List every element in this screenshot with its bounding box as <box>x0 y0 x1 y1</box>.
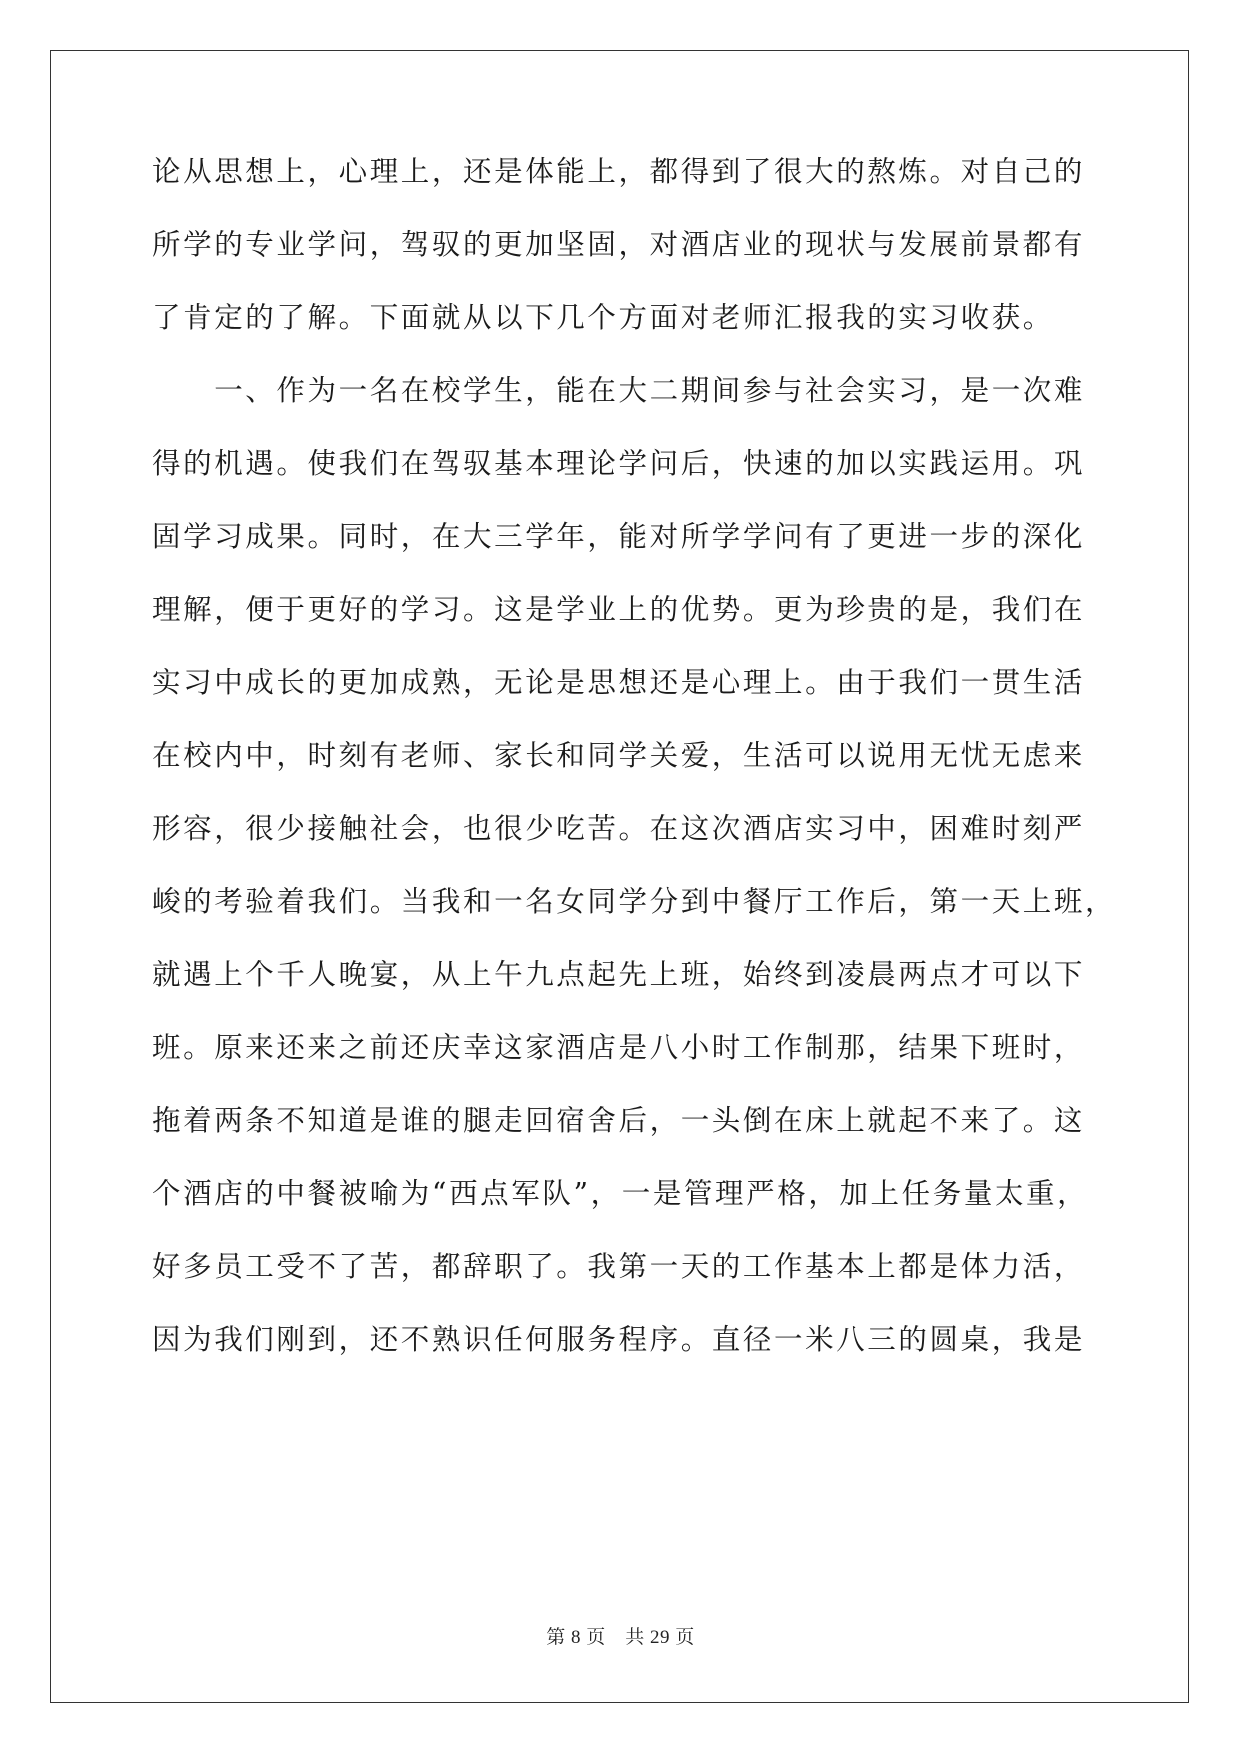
text-line: 拖着两条不知道是谁的腿走回宿舍后，一头倒在床上就起不来了。这 <box>152 1104 1086 1137</box>
text-line: 了肯定的了解。下面就从以下几个方面对老师汇报我的实习收获。 <box>152 301 1054 334</box>
text-line: 就遇上个千人晚宴，从上午九点起先上班，始终到凌晨两点才可以下 <box>152 958 1086 991</box>
text-line: 个酒店的中餐被喻为“西点军队”，一是管理严格，加上任务量太重， <box>152 1177 1089 1210</box>
text-line: 得的机遇。使我们在驾驭基本理论学问后，快速的加以实践运用。巩 <box>152 447 1086 480</box>
text-line: 理解，便于更好的学习。这是学业上的优势。更为珍贵的是，我们在 <box>152 593 1086 626</box>
text-line: 固学习成果。同时，在大三学年，能对所学学问有了更进一步的深化 <box>152 520 1086 553</box>
text-line: 形容，很少接触社会，也很少吃苦。在这次酒店实习中，困难时刻严 <box>152 812 1086 845</box>
text-line: 好多员工受不了苦，都辞职了。我第一天的工作基本上都是体力活， <box>152 1250 1086 1283</box>
text-line: 论从思想上，心理上，还是体能上，都得到了很大的熬炼。对自己的 <box>152 155 1086 188</box>
page-footer <box>0 1622 1241 1649</box>
text-line: 一、作为一名在校学生，能在大二期间参与社会实习，是一次难 <box>152 374 1086 407</box>
text-line: 实习中成长的更加成熟，无论是思想还是心理上。由于我们一贯生活 <box>152 666 1086 699</box>
text-line: 在校内中，时刻有老师、家长和同学关爱，生活可以说用无忧无虑来 <box>152 739 1086 772</box>
text-line: 峻的考验着我们。当我和一名女同学分到中餐厅工作后，第一天上班， <box>152 885 1117 918</box>
text-line: 因为我们刚到，还不熟识任何服务程序。直径一米八三的圆桌，我是 <box>152 1323 1086 1356</box>
text-line: 班。原来还来之前还庆幸这家酒店是八小时工作制那，结果下班时， <box>152 1031 1086 1064</box>
page-number: 第 8 页 共 29 页 <box>546 1627 695 1648</box>
text-line: 所学的专业学问，驾驭的更加坚固，对酒店业的现状与发展前景都有 <box>152 228 1086 261</box>
